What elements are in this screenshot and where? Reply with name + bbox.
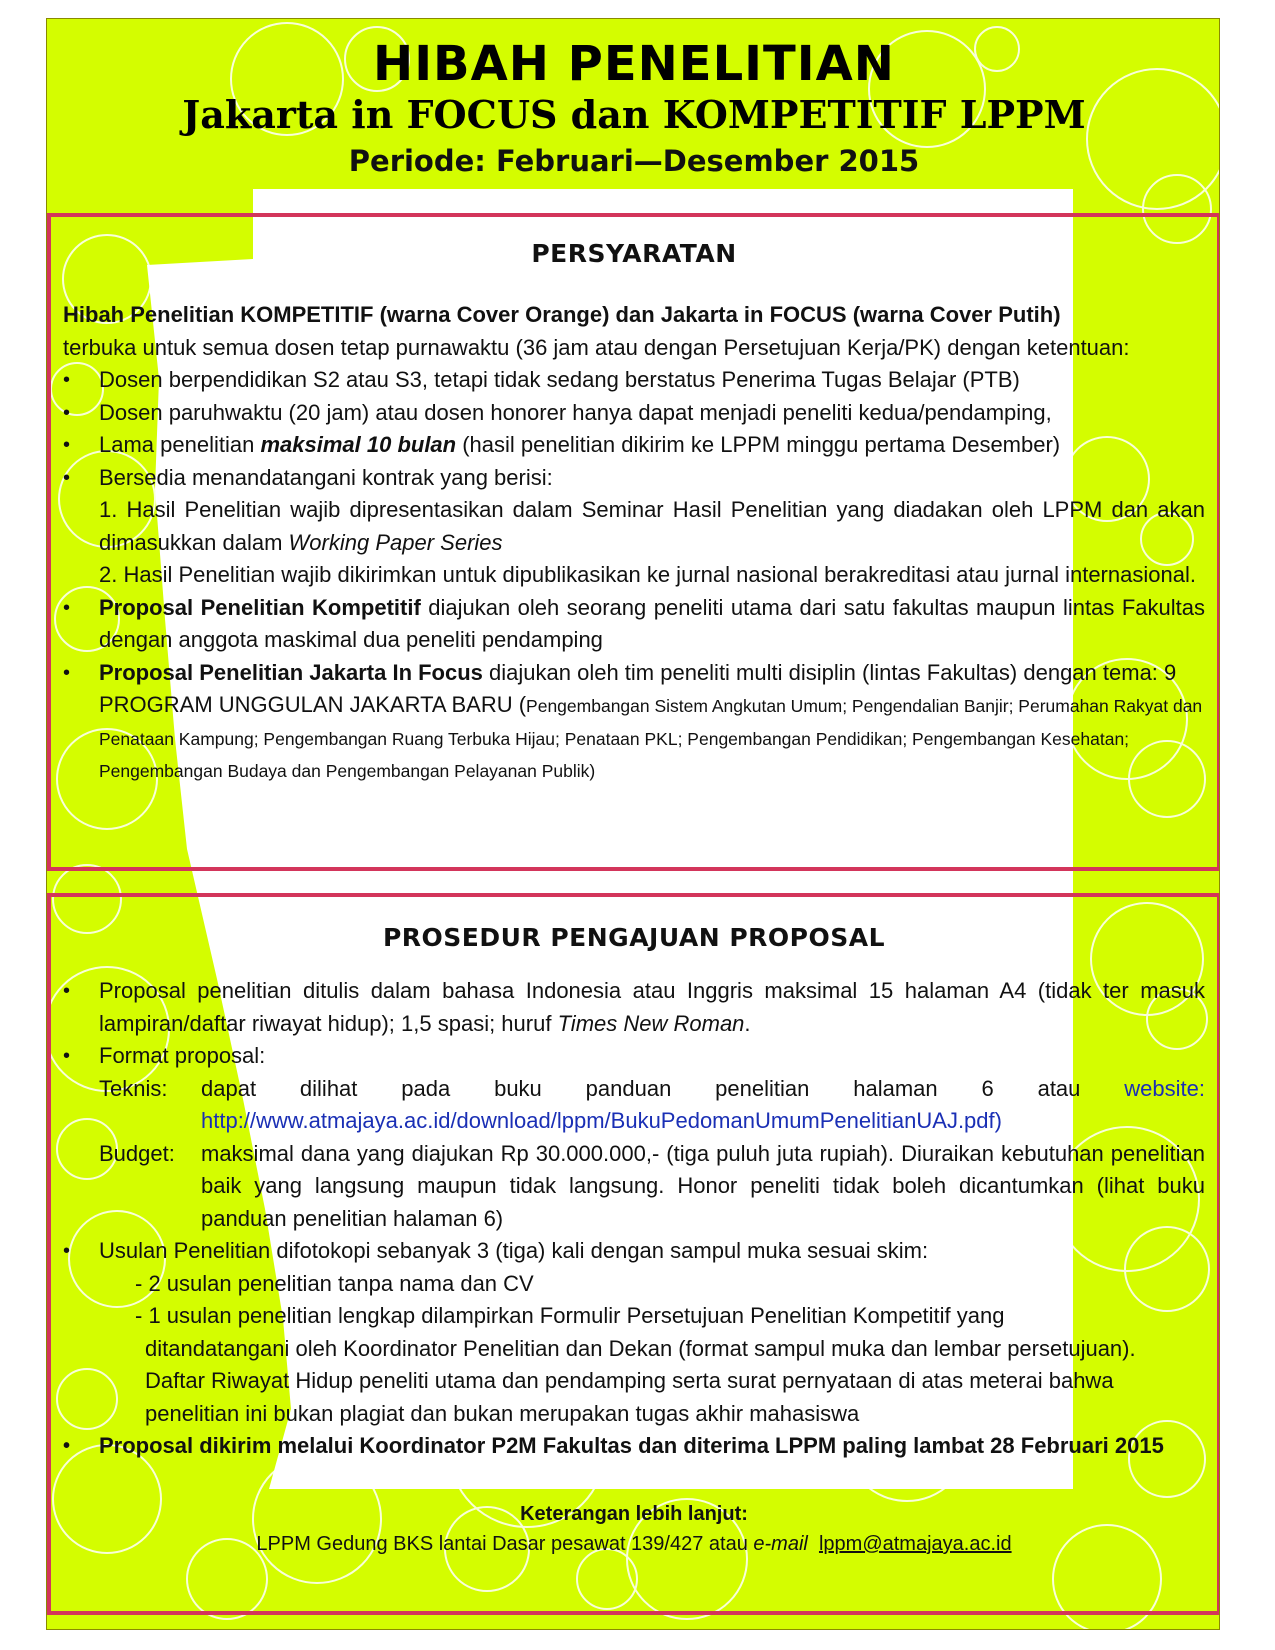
requirement-text: Lama penelitian: [99, 432, 261, 457]
teknis-text: [189, 1073, 1205, 1138]
prosedur-section: [47, 893, 1220, 1615]
footer-heading: Keterangan lebih lanjut:: [520, 1503, 748, 1525]
requirement-bold: Proposal Penelitian Kompetitif: [99, 594, 421, 620]
procedure-item: • Usulan Penelitian difotokopi sebanyak 3 (tiga) kali dengan sampul muka sesuai skim:: [63, 1235, 1205, 1268]
requirement-list: [63, 364, 1205, 787]
deadline-item: • Proposal dikirim melalui Koordinator P2M Fakultas dan diterima LPPM paling lambat 28 Februari 2015: [63, 1430, 1205, 1463]
copy-item-2-continued: ditandatangani oleh Koordinator Penelitian dan Dekan (format sampul muka dan lembar persetujuan). Daftar Riwayat Hidup peneliti utama dan pendamping serta surat pernyataan di atas meterai bahwa penelitian ini bukan plagiat dan bukan merupakan tugas akhir mahasiswa: [145, 1335, 1136, 1426]
budget-label: Budget:: [99, 1140, 175, 1166]
guidebook-link[interactable]: website: http://www.atmajaya.ac.id/download/lppm/BukuPedomanUmumPenelitianUAJ.pdf): [201, 1075, 1205, 1133]
contact-footer: [51, 1499, 1217, 1559]
working-paper-series: Working Paper Series: [288, 529, 503, 555]
requirement-text: (hasil penelitian dikirim ke LPPM minggu pertama Desember): [456, 432, 1061, 457]
budget-row: [63, 1138, 1205, 1236]
procedure-item: • Format proposal:: [63, 1040, 1205, 1073]
requirement-item: [63, 592, 1205, 657]
copy-item-1: - 2 usulan penelitian tanpa nama dan CV: [135, 1270, 534, 1296]
page-title: HIBAH PENELITIAN: [373, 36, 895, 92]
budget-text: maksimal dana yang diajukan Rp 30.000.000,- (tiga puluh juta rupiah). Diuraikan kebutuhan penelitian baik yang langsung maupun tidak langsung. Honor peneliti tidak boleh dicantumkan (lihat buku panduan penelitian halaman 6): [201, 1140, 1205, 1231]
footer-line: [51, 1529, 1217, 1559]
requirement-text: diajukan oleh seorang peneliti utama dari satu fakultas maupun lintas Fakultas dengan anggota maskimal dua peneliti pendamping: [99, 594, 1205, 652]
intro-bold: Hibah Penelitian KOMPETITIF (warna Cover Orange) dan Jakarta in FOCUS (warna Cover Putih): [63, 302, 1061, 327]
poster-header: [47, 37, 1220, 181]
program-list: Pengembangan Sistem Angkutan Umum; Pengendalian Banjir; Perumahan Rakyat dan Penataan Kampung; Pengembangan Ruang Terbuka Hijau; Penataan PKL; Pengembangan Pendidikan; Pengembangan Kesehatan; Pengembangan Budaya dan Pengembangan Pelayanan Publik): [99, 696, 1203, 781]
copy-item-2: - 1 usulan penelitian lengkap dilampirkan Formulir Persetujuan Penelitian Kompetitif yang: [135, 1303, 1005, 1328]
procedure-list-2: [63, 1235, 1205, 1268]
persyaratan-section: [47, 213, 1220, 871]
prosedur-content: [63, 975, 1205, 1463]
teknis-row: [63, 1073, 1205, 1138]
persyaratan-title: PERSYARATAN: [531, 239, 737, 268]
procedure-text: Proposal penelitian ditulis dalam bahasa Indonesia atau Inggris maksimal 15 halaman A4 (tidak ter masuk lampiran/daftar riwayat hidup); 1,5 spasi; huruf: [99, 978, 1205, 1036]
period-text: Periode: Februari—Desember 2015: [348, 144, 920, 178]
persyaratan-content: [63, 299, 1205, 787]
requirement-item: [63, 429, 1205, 462]
intro-text: terbuka untuk semua dosen tetap purnawaktu (36 jam atau dengan Persetujuan Kerja/PK) dengan ketentuan:: [63, 334, 1130, 360]
contract-point-2: 2. Hasil Penelitian wajib dikirimkan untuk dipublikasikan ke jurnal nasional berakreditasi atau jurnal internasional.: [99, 562, 1196, 587]
contract-intro: • Bersedia menandatangani kontrak yang berisi:: [99, 464, 553, 490]
teknis-description: dapat dilihat pada buku panduan penelitian halaman 6 atau: [201, 1075, 1125, 1101]
prosedur-title: PROSEDUR PENGAJUAN PROPOSAL: [382, 923, 886, 952]
procedure-list-3: [63, 1430, 1205, 1463]
footer-email-label: e-mail: [753, 1533, 808, 1555]
contact-email-link[interactable]: lppm@atmajaya.ac.id: [818, 1533, 1012, 1555]
footer-text: LPPM Gedung BKS lantai Dasar pesawat 139/427 atau: [256, 1533, 754, 1555]
requirement-item: [63, 462, 1205, 592]
poster: [46, 18, 1220, 1630]
procedure-list: [63, 975, 1205, 1073]
procedure-item: [63, 975, 1205, 1040]
requirement-text: diajukan oleh tim peneliti multi disiplin (lintas Fakultas) dengan tema: 9 PROGRAM UNGGULAN JAKARTA BARU (: [99, 659, 1177, 717]
contract-point-1: [99, 494, 1205, 559]
font-name: Times New Roman: [557, 1010, 745, 1036]
requirement-emphasis: maksimal 10 bulan: [260, 432, 457, 457]
requirement-item: • Dosen paruhwaktu (20 jam) atau dosen honorer hanya dapat menjadi peneliti kedua/pendamping,: [63, 397, 1205, 430]
requirement-bold: Proposal Penelitian Jakarta In Focus: [99, 659, 483, 685]
contract-point-text: 1. Hasil Penelitian wajib dipresentasikan dalam Seminar Hasil Penelitian yang diadakan oleh LPPM dan akan dimasukkan dalam: [99, 497, 1205, 555]
requirement-item: • Dosen berpendidikan S2 atau S3, tetapi tidak sedang berstatus Penerima Tugas Belajar (PTB): [63, 364, 1205, 397]
requirement-item: [63, 657, 1205, 787]
teknis-label: Teknis:: [99, 1075, 168, 1101]
procedure-text: .: [744, 1010, 751, 1036]
page-subtitle: Jakarta in FOCUS dan KOMPETITIF LPPM: [182, 92, 1086, 137]
